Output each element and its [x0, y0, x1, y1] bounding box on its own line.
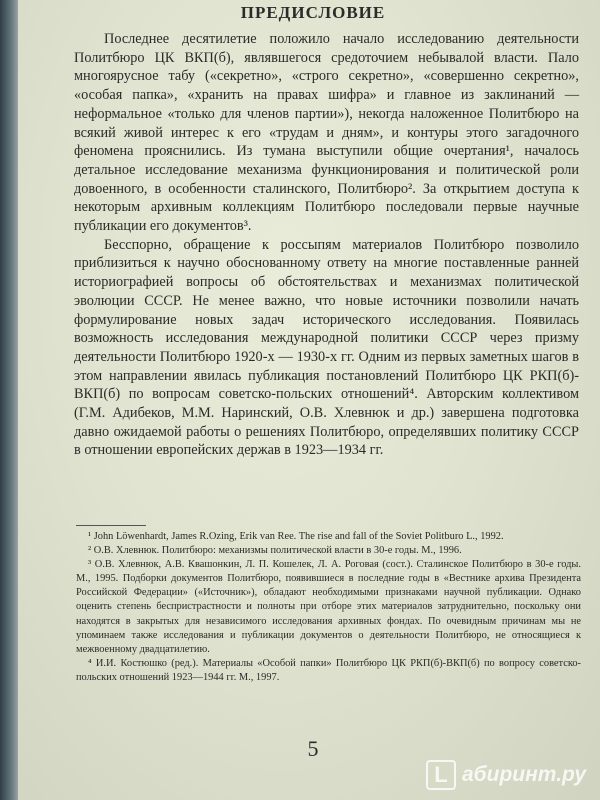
book-page [18, 0, 600, 800]
footnote: ¹ John Löwenhardt, James R.Ozing, Erik van Ree. The rise and fall of the Soviet Politburo L., 1992. [88, 531, 504, 542]
footnote: ³ О.В. Хлевнюк, А.В. Квашонкин, Л. П. Кошелек, Л. А. Роговая (сост.). Сталинское Политбюро в 30-е годы. М., 1995. Подборки документов Политбюро, появившиеся в последние годы в «Вестнике архива Президента Российской Федерации» («Источник»), обладают необходимыми признаками научной публикации. Однако оценить степень беспристрастности и полноты при отборе этих материалов затруднительно, поскольку они находятся в закрытых для независимого исследования архивных фондах. По очевидным причинам мы не упоминаем также исследования и публикации документов о деятельности Политбюро, не относящиеся к межвоенному двадцатилетию. [76, 559, 581, 655]
watermark-logo [426, 760, 586, 790]
page-number: 5 [307, 736, 319, 761]
section-heading: ПРЕДИСЛОВИЕ [240, 3, 386, 22]
watermark-text: абиринт.ру [461, 763, 586, 786]
labirint-logo-icon: L [426, 760, 456, 790]
footnote: ⁴ И.И. Костюшко (ред.). Материалы «Особой папки» Политбюро ЦК РКП(б)-ВКП(б) по вопросу советско-польских отношений 1923—1944 гг. М., 1997. [76, 657, 581, 683]
footnote-separator [76, 525, 146, 526]
main-text [74, 30, 579, 460]
footnote: ² О.В. Хлевнюк. Политбюро: механизмы политической власти в 30-е годы. М., 1996. [88, 545, 462, 557]
paragraph: Бесспорно, обращение к россыпям материалов Политбюро позволило приблизиться к научно обоснованному ответу на многие поставленные ранней историографией вопросы об обстоятельствах и механизмах политической эволюции СССР. Не менее важно, что новые источники позволили начать формулирование новых задач исторического исследования. Появилась возможность исследования международной политики СССР через призму деятельности Политбюро 1920-х — 1930-х гг. Одним из первых заметных шагов в этом направлении явилась публикация постановлений Политбюро ЦК РКП(б)-ВКП(б) по вопросам советско-польских отношений⁴. Авторским коллективом (Г.М. Адибеков, М.М. Наринский, О.В. Хлевнюк и др.) завершена подготовка давно ожидаемой работы о решениях Политбюро, определявших политику СССР в отношении европейских держав в 1923—1934 гг. [74, 236, 579, 459]
paragraph: Последнее десятилетие положило начало исследованию деятельности Политбюро ЦК ВКП(б), являвшегося средоточием небывалой власти. Пало многоярусное табу («секретно», «строго секретно», «совершенно секретно», «особая папка», «хранить на правах шифра» и главное из заклинаний — неформальное «только для членов партии»), некогда наложенное Политбюро на всякий живой интерес к его «трудам и дням», и контуры этого загадочного феномена прояснились. Из тумана выступили общие очертания¹, началось детальное исследование механизма функционирования и политической роли довоенного, в особенности сталинского, Политбюро². За открытием доступа к некоторым архивным коллекциям Политбюро последовали первые научные публикации его документов³. [74, 31, 579, 235]
footnotes [76, 530, 581, 685]
